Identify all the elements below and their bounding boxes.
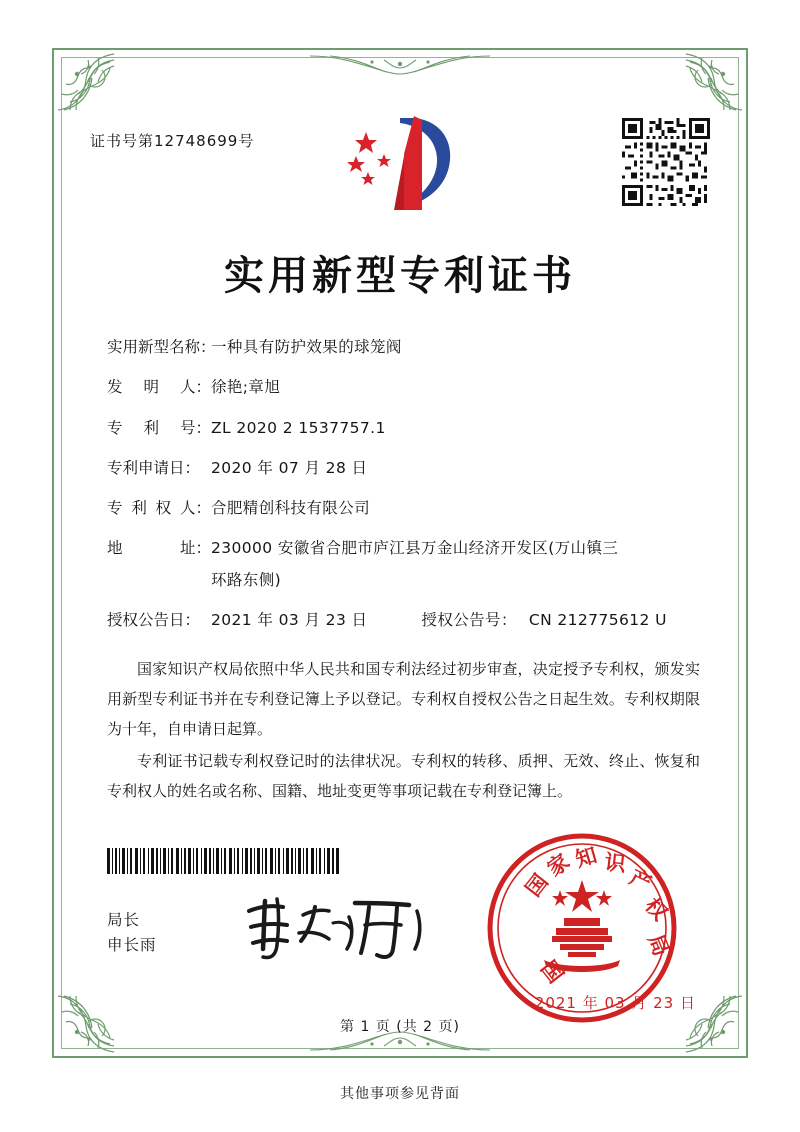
field-label-char: 权 xyxy=(155,499,172,517)
barcode-icon xyxy=(107,848,339,874)
field-label-char: 人： xyxy=(179,499,211,517)
field-label xyxy=(107,417,211,440)
field-label xyxy=(107,537,211,560)
signature-block xyxy=(107,908,157,958)
field-label-char: 发 xyxy=(107,378,123,397)
announcement-group xyxy=(211,609,700,632)
legal-paragraph-1: 国家知识产权局依照中华人民共和国专利法经过初步审查，决定授予专利权，颁发实用新型专利证书并在专利登记簿上予以登记。专利权自授权公告之日起生效。专利权期限为十年，自申请日起算。 xyxy=(107,660,700,738)
announcement-date-label: 授权公告日： xyxy=(107,610,201,629)
svg-text:识: 识 xyxy=(603,850,627,877)
field-label-char: 号： xyxy=(179,418,211,437)
address-line-2: 环路东侧) xyxy=(211,570,282,589)
field-label: 专利申请日： xyxy=(107,458,201,477)
footer-note: 其他事项参见背面 xyxy=(340,1086,460,1102)
field-row-utility-model-name xyxy=(107,336,700,359)
handwritten-signature-icon xyxy=(237,893,437,968)
announcement-number-value: CN 212775612 U xyxy=(528,610,667,629)
field-label-char: 专 xyxy=(107,418,123,437)
field-value: 徐艳;章旭 xyxy=(211,378,281,397)
field-label-char: 址： xyxy=(179,539,211,558)
svg-text:家: 家 xyxy=(542,849,574,882)
announcement-number-label: 授权公告号： xyxy=(421,610,517,629)
field-row-application-date xyxy=(107,457,700,480)
patent-certificate xyxy=(52,48,748,1058)
field-label-char: 人： xyxy=(179,378,211,397)
svg-text:局: 局 xyxy=(643,930,674,960)
cnipa-logo-icon xyxy=(342,110,472,220)
director-name-label: 申长雨 xyxy=(107,935,157,954)
field-value: 一种具有防护效果的球笼阀 xyxy=(211,338,402,356)
field-value: 2020 年 07 月 28 日 xyxy=(211,458,368,477)
legal-text xyxy=(107,654,700,808)
announcement-date-value: 2021 年 03 月 23 日 xyxy=(211,610,368,629)
certificate-content xyxy=(52,48,748,1058)
page-indicator: 第 1 页 (共 2 页) xyxy=(340,1019,460,1035)
qr-code-icon xyxy=(622,118,710,206)
address-line-1: 230000 安徽省合肥市庐江县万金山经济开发区(万山镇三 xyxy=(211,539,619,558)
svg-text:知: 知 xyxy=(572,842,600,872)
field-label xyxy=(107,497,211,520)
field-label-char: 明 xyxy=(143,378,159,397)
seal-date: 2021 年 03 月 23 日 xyxy=(534,994,696,1012)
certificate-number: 证书号第12748699号 xyxy=(90,132,255,150)
svg-text:权: 权 xyxy=(640,893,673,925)
field-label: 实用新型名称： xyxy=(107,338,216,356)
field-label xyxy=(107,376,211,399)
field-row-patent-number xyxy=(107,417,700,440)
field-value: 合肥精创科技有限公司 xyxy=(211,499,371,517)
field-value: ZL 2020 2 1537757.1 xyxy=(211,418,386,437)
director-title-label: 局长 xyxy=(107,911,141,929)
svg-text:国: 国 xyxy=(536,956,568,988)
certificate-fields xyxy=(107,336,700,649)
legal-paragraph-2: 专利证书记载专利权登记时的法律状况。专利权的转移、质押、无效、终止、恢复和专利权人的姓名或名称、国籍、地址变更等事项记载在专利登记簿上。 xyxy=(107,752,700,800)
svg-text:产: 产 xyxy=(625,864,656,896)
field-label-char: 地 xyxy=(107,539,123,558)
field-row-address xyxy=(107,537,700,592)
field-label-char: 专 xyxy=(107,499,123,517)
field-row-announcement xyxy=(107,609,700,632)
field-label-char: 利 xyxy=(143,418,159,437)
field-value xyxy=(211,537,700,592)
field-row-inventor xyxy=(107,376,700,399)
field-label-char: 利 xyxy=(131,499,147,517)
field-row-patentee xyxy=(107,497,700,520)
svg-text:国: 国 xyxy=(521,869,553,902)
page-title: 实用新型专利证书 xyxy=(224,253,576,299)
